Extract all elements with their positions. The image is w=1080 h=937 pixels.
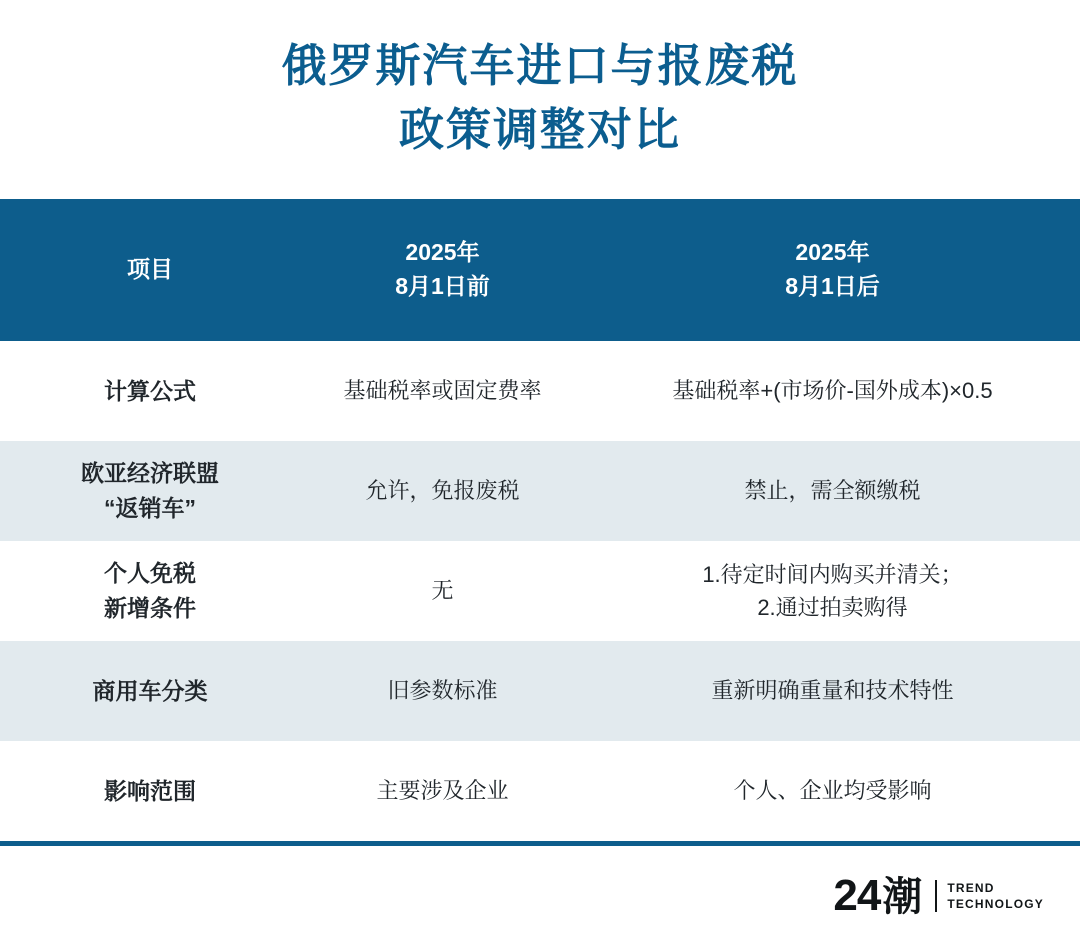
logo-wordmark-line1: TREND xyxy=(947,880,995,895)
comparison-table-wrapper xyxy=(0,199,1080,846)
row-before-value: 旧参数标准 xyxy=(300,641,585,741)
table-body xyxy=(0,341,1080,841)
row-after-value-line2: 2.通过拍卖购得 xyxy=(757,594,908,620)
title-line-2: 政策调整对比 xyxy=(398,103,681,155)
row-before-value: 无 xyxy=(300,541,585,641)
column-header-after-line2: 8月1日后 xyxy=(785,272,880,299)
table-row xyxy=(0,641,1080,741)
logo-wordmark-line2: TECHNOLOGY xyxy=(947,896,1044,911)
row-after-value: 基础税率+(市场价-国外成本)×0.5 xyxy=(585,341,1080,441)
column-header-item: 项目 xyxy=(0,199,300,341)
row-label: 商用车分类 xyxy=(0,641,300,741)
column-header-before-line2: 8月1日前 xyxy=(395,272,490,299)
row-label-line2: 新增条件 xyxy=(104,594,196,621)
table-header-row xyxy=(0,199,1080,341)
table-head xyxy=(0,199,1080,341)
logo-character: 潮 xyxy=(882,874,922,919)
column-header-after-line1: 2025年 xyxy=(795,239,870,266)
row-label xyxy=(0,441,300,541)
row-label-line1: 欧亚经济联盟 xyxy=(81,460,219,487)
row-after-value: 个人、企业均受影响 xyxy=(585,741,1080,841)
title-line-1: 俄罗斯汽车进口与报废税 xyxy=(281,40,799,91)
logo-mark xyxy=(833,870,922,920)
row-after-value: 重新明确重量和技术特性 xyxy=(585,641,1080,741)
table-row xyxy=(0,541,1080,641)
logo-number: 24 xyxy=(833,870,881,920)
row-label: 影响范围 xyxy=(0,741,300,841)
column-header-before-line1: 2025年 xyxy=(405,239,480,266)
table-row xyxy=(0,341,1080,441)
row-label: 计算公式 xyxy=(0,341,300,441)
column-header-after xyxy=(585,199,1080,341)
row-label xyxy=(0,541,300,641)
table-row xyxy=(0,441,1080,541)
row-before-value: 允许，免报废税 xyxy=(300,441,585,541)
row-after-value: 禁止，需全额缴税 xyxy=(585,441,1080,541)
page-title xyxy=(0,0,1080,162)
row-after-value xyxy=(585,541,1080,641)
logo-wordmark xyxy=(935,880,1044,912)
row-after-value-line1: 1.待定时间内购买并清关； xyxy=(702,561,963,587)
footer xyxy=(0,846,1080,937)
row-label-line1: 个人免税 xyxy=(104,560,196,587)
row-before-value: 主要涉及企业 xyxy=(300,741,585,841)
comparison-table xyxy=(0,199,1080,841)
row-before-value: 基础税率或固定费率 xyxy=(300,341,585,441)
brand-logo xyxy=(833,870,1044,920)
row-label-line2: “返销车” xyxy=(104,494,196,521)
table-row xyxy=(0,741,1080,841)
column-header-before xyxy=(300,199,585,341)
